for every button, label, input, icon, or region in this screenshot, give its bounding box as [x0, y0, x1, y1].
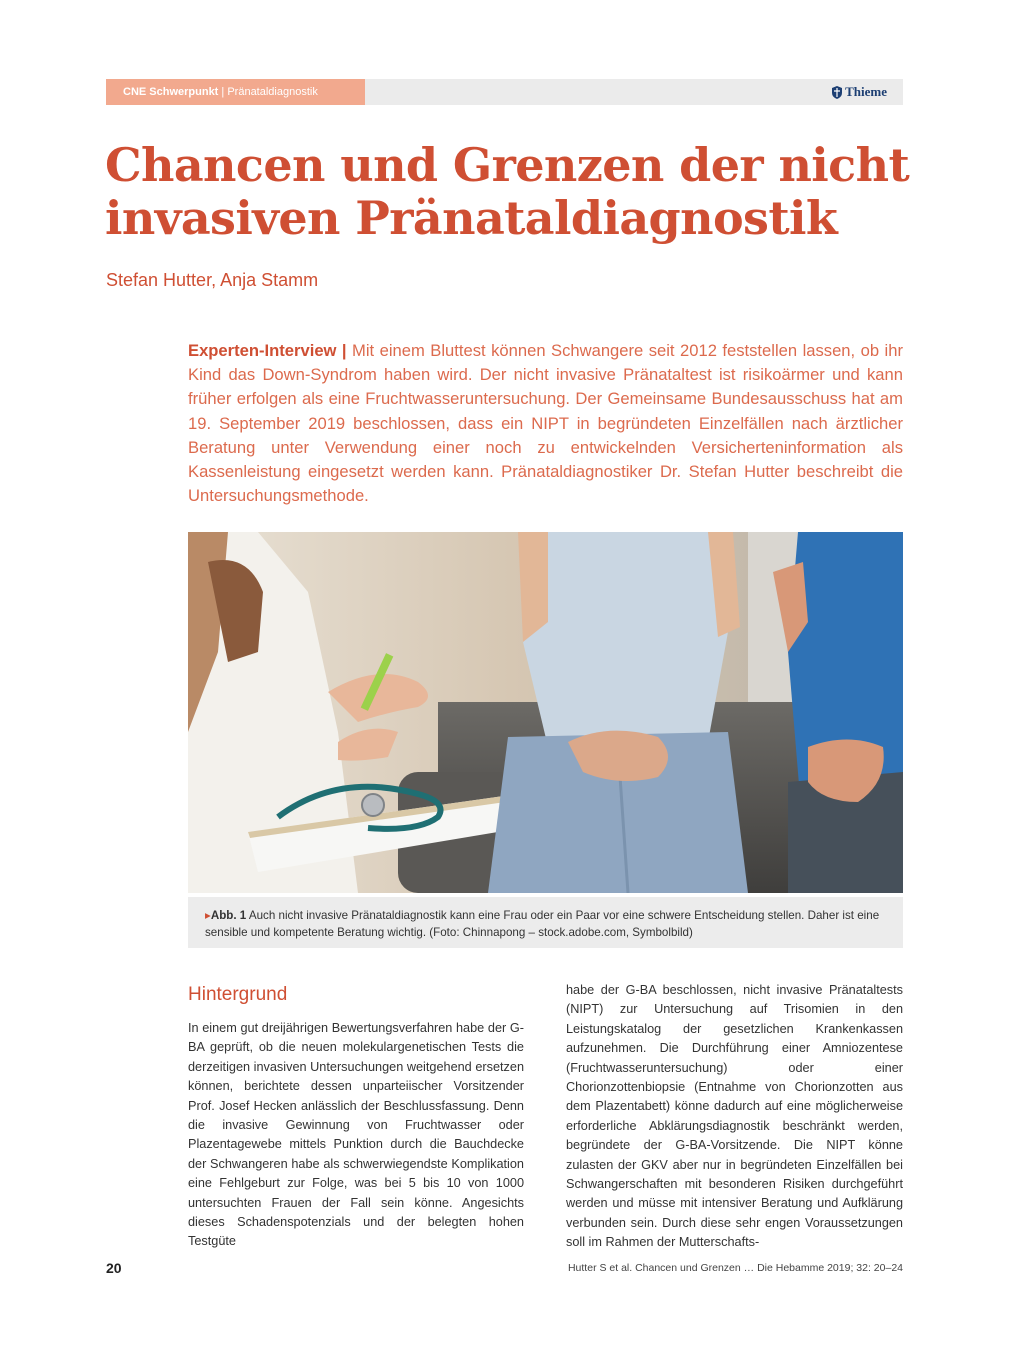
lead-text: Mit einem Bluttest können Schwangere seit 2012 feststellen lassen, ob ihr Kind das Down-Syndrom haben wird. Der nicht invasive Pränataltest ist risikoärmer und kann früher erfolgen als eine Fruchtwasseruntersuchung. Der Gemeinsame Bundesausschuss hat am 19. September 2019 beschlossen, dass ein NIPT in begründeten Einzelfällen nach ärztlicher Beratung unter Verwendung einer noch zu entwickelnden Versicherteninformation als Kassenleistung eingesetzt werden kann. Pränataldiagnostiker Dr. Stefan Hutter beschreibt die Untersuchungsmethode.: [188, 341, 903, 506]
running-header: [106, 79, 903, 105]
section-tag-bold: CNE Schwerpunkt: [123, 86, 219, 98]
caption-text: Auch nicht invasive Pränataldiagnostik kann eine Frau oder ein Paar vor eine schwere Entscheidung stellen. Daher ist eine sensible und kompetente Beratung wichtig. (Foto: Chinnapong – stock.adobe.com, Symbolbild): [205, 909, 880, 939]
page-number: 20: [106, 1260, 122, 1276]
lead-label: Experten-Interview: [188, 341, 337, 360]
footer-citation: Hutter S et al. Chancen und Grenzen … Die Hebamme 2019; 32: 20–24: [567, 1262, 903, 1274]
caption-arrow-icon: ▸: [205, 909, 211, 922]
section-tag-topic: | Pränataldiagnostik: [218, 86, 318, 98]
caption-label: Abb. 1: [210, 909, 247, 922]
figure-caption: [188, 897, 903, 948]
lead-paragraph: [188, 339, 903, 508]
body-column-left: In einem gut dreijährigen Bewertungsverfahren habe der G-BA geprüft, ob die neuen molekulargenetischen Tests die derzeitigen invasiven Untersuchungen weitgehend ersetzen können, berichtete dessen unparteiischer Vorsitzender Prof. Josef Hecken anlässlich der Beschlussfassung. Denn die invasive Gewinnung von Fruchtwasser oder Plazentagewebe mittels Punktion durch die Bauchdecke der Schwangeren habe als schwerwiegendste Komplikation eine Fehlgeburt zur Folge, was bei 5 bis 10 von 1000 untersuchten Frauen der Fall sein könne. Angesichts dieses Schadenspotenzials und der belegten hohen Testgüte: [188, 1021, 524, 1249]
article-authors: Stefan Hutter, Anja Stamm: [106, 270, 319, 290]
section-heading: Hintergrund: [188, 984, 288, 1005]
figure-photo: [188, 532, 903, 893]
publisher-logo-text: Thieme: [845, 84, 887, 99]
thieme-emblem-icon: [832, 86, 842, 99]
section-tag: [106, 79, 365, 105]
publisher-logo: [832, 79, 887, 105]
lead-separator: |: [336, 341, 353, 360]
article-title: Chancen und Grenzen der nicht invasiven Pränataldiagnostik: [105, 138, 910, 245]
body-column-right: habe der G-BA beschlossen, nicht invasive Pränataltests (NIPT) zur Untersuchung auf Trisomien in den Leistungskatalog der gesetzlichen Krankenkassen aufzunehmen. Die Durchführung einer Amniozentese (Fruchtwasseruntersuchung) oder einer Chorionzottenbiopsie (Entnahme von Chorionzotten aus dem Plazentabett) könne dadurch auf eine möglicherweise erforderliche Abklärungsdiagnostik beschränkt werden, begründete der G-BA-Vorsitzende. Die NIPT könne zulasten der GKV aber nur in begründeten Einzelfällen bei Schwangerschaften mit besonderen Risiken durchgeführt werden und müsse mit intensiver Beratung und Aufklärung verbunden sein. Durch diese sehr engen Voraussetzungen soll im Rahmen der Mutterschafts-: [566, 983, 903, 1250]
